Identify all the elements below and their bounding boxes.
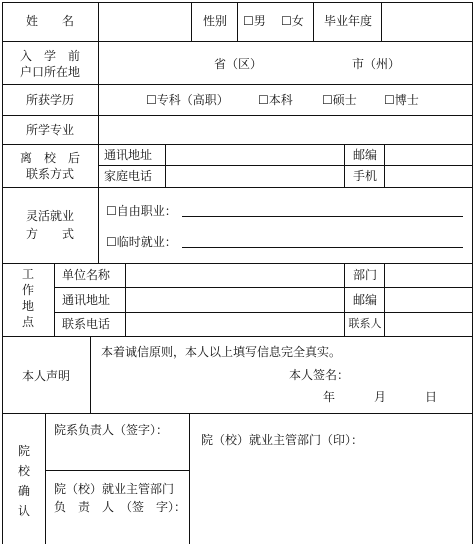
major-label: 所学专业 xyxy=(25,123,74,137)
home-phone-label: 家庭电话 xyxy=(104,169,153,183)
male-checkbox[interactable]: ☐男 xyxy=(243,14,266,28)
hukou-label-line1: 入 学 前 xyxy=(19,49,80,63)
female-checkbox[interactable]: ☐女 xyxy=(281,14,304,28)
mobile-label: 手机 xyxy=(352,169,377,183)
department-label: 部门 xyxy=(352,268,377,282)
signature-label: 本人签名： xyxy=(289,368,350,382)
confirmation-label-char: 院 xyxy=(17,444,30,458)
workplace-label-char: 作 xyxy=(21,283,34,297)
month-label: 月 xyxy=(374,390,387,404)
unit-name-label: 单位名称 xyxy=(62,268,111,282)
postcode-label: 邮编 xyxy=(352,148,377,162)
flexible-label-line1: 灵活就业 xyxy=(25,209,74,223)
workplace-label-char: 地 xyxy=(21,299,34,313)
confirmation-label-char: 认 xyxy=(17,504,30,518)
workplace-label-char: 点 xyxy=(21,315,34,329)
declaration-label: 本人声明 xyxy=(21,369,70,383)
day-label: 日 xyxy=(425,390,438,404)
education-option-bachelor[interactable]: ☐本科 xyxy=(258,93,293,107)
workplace-phone-label: 联系电话 xyxy=(62,317,111,331)
freelance-checkbox[interactable]: ☐自由职业： xyxy=(106,204,177,218)
contact-label-line2: 联系方式 xyxy=(25,167,74,181)
mailing-address-label: 通讯地址 xyxy=(104,148,153,162)
name-label: 姓 名 xyxy=(25,14,74,28)
hukou-label-line2: 户口所在地 xyxy=(19,65,80,79)
education-option-doctor[interactable]: ☐博士 xyxy=(384,93,419,107)
confirmation-label-char: 校 xyxy=(17,464,30,478)
freelance-line[interactable] xyxy=(182,216,463,217)
province-field[interactable]: 省（区） xyxy=(214,57,263,71)
dept-head-signature-label: 院系负责人（签字）： xyxy=(54,423,169,437)
office-head-label-line1: 院（校）就业主管部门 xyxy=(54,482,175,496)
gender-label: 性别 xyxy=(202,14,227,28)
education-label: 所获学历 xyxy=(25,93,74,107)
city-field[interactable]: 市（州） xyxy=(352,57,401,71)
workplace-postcode-label: 邮编 xyxy=(352,293,377,307)
office-seal-label: 院（校）就业主管部门（印）： xyxy=(201,433,364,447)
year-label: 年 xyxy=(323,390,336,404)
contact-person-label: 联系人 xyxy=(348,317,382,330)
contact-label-line1: 离 校 后 xyxy=(19,151,80,165)
declaration-text: 本着诚信原则，本人以上填写信息完全真实。 xyxy=(101,345,342,359)
office-head-label-line2: 负 责 人 （签 字）： xyxy=(54,500,187,514)
graduation-year-label: 毕业年度 xyxy=(323,14,372,28)
confirmation-label-char: 确 xyxy=(17,484,30,498)
flexible-label-line2: 方 式 xyxy=(25,227,74,241)
temporary-checkbox[interactable]: ☐临时就业： xyxy=(106,235,177,249)
temporary-line[interactable] xyxy=(182,247,463,248)
education-option-junior-college[interactable]: ☐专科（高职） xyxy=(146,93,229,107)
education-option-master[interactable]: ☐硕士 xyxy=(322,93,357,107)
workplace-label-char: 工 xyxy=(21,267,34,281)
workplace-address-label: 通讯地址 xyxy=(62,293,111,307)
